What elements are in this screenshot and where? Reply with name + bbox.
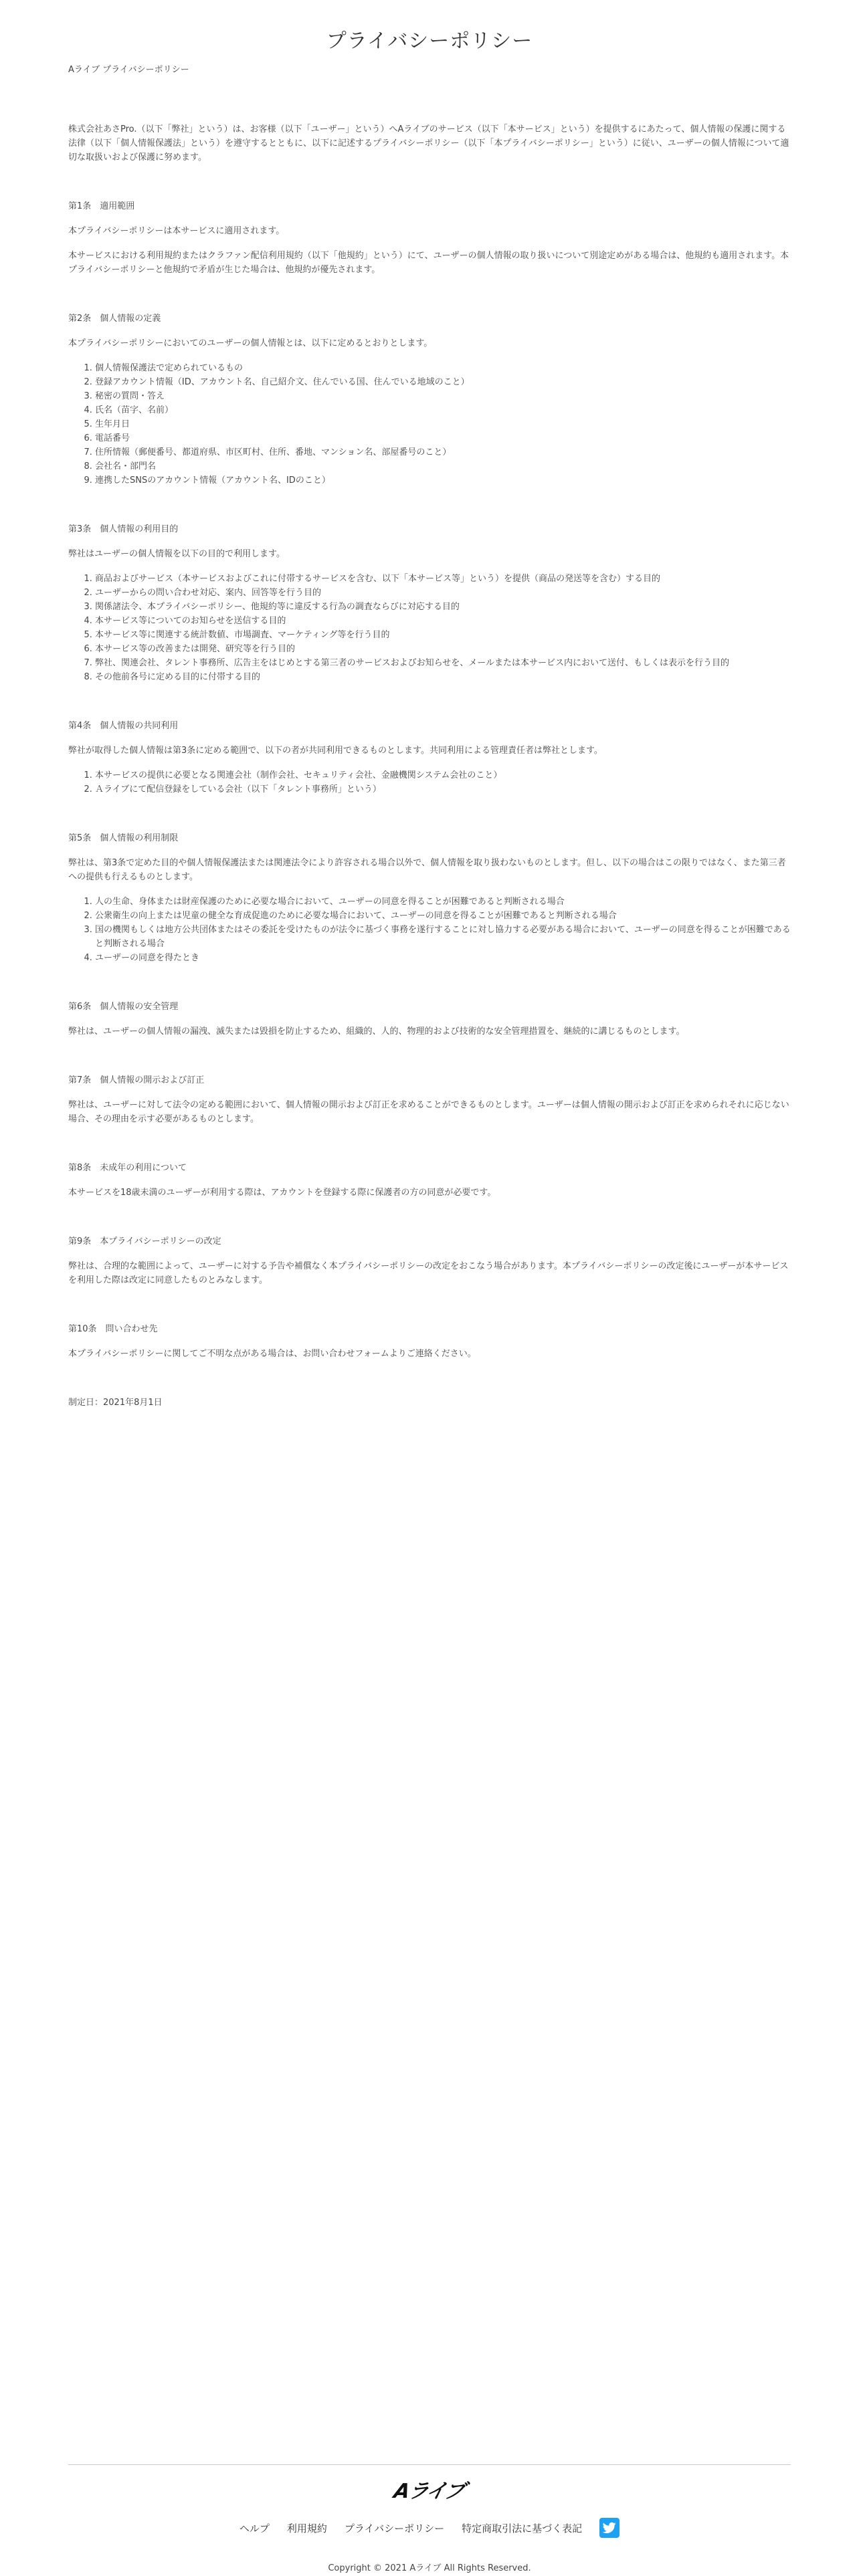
list-item: 5. 本サービス等に関連する統計数値、市場調査、マーケティング等を行う目的 [95,628,791,642]
list-item: 6. 電話番号 [95,431,791,445]
twitter-icon[interactable] [599,2518,619,2538]
list-item: 1. 商品およびサービス（本サービスおよびこれに付帯するサービスを含む、以下「本サービス等」という）を提供（商品の発送等を含む）する目的 [95,572,791,586]
section-paragraph: 弊社は、合理的な範囲によって、ユーザーに対する予告や補償なく本プライバシーポリシーの改定をおこなう場合があります。本プライバシーポリシーの改定後にユーザーが本サービスを利用した際は改定に同意したものとみなします。 [68,1261,789,1285]
section-paragraph: 本プライバシーポリシーにおいてのユーザーの個人情報とは、以下に定めるとおりとします。 [68,338,433,348]
section-heading: 第3条 個人情報の利用目的 [68,524,179,534]
list-item: 3. 関係諸法令、本プライバシーポリシー、他規約等に違反する行為の調査ならびに対応する目的 [95,600,791,614]
policy-section [68,1235,791,1287]
section-heading: 第6条 個人情報の安全管理 [68,1002,179,1012]
list-item: 2. 登録アカウント情報（ID、アカウント名、自己紹介文、住んでいる国、住んでいる地域のこと） [95,375,791,389]
section-paragraph: 本サービスを18歳未満のユーザーが利用する際は、アカウントを登録する際に保護者の方の同意が必要です。 [68,1188,496,1198]
section-paragraph: 弊社が取得した個人情報は第3条に定める範囲で、以下の者が共同利用できるものとします。共同利用による管理責任者は弊社とします。 [68,746,603,756]
list-item: 5. 生年月日 [95,417,791,431]
list-item: 7. 弊社、関連会社、タレント事務所、広告主をはじめとする第三者のサービスおよびお知らせを、メールまたは本サービス内において送付、もしくは表示を行う目的 [95,656,791,670]
section-list [68,768,791,796]
section-heading: 第7条 個人情報の開示および訂正 [68,1075,205,1085]
footer-link-help[interactable]: ヘルプ [239,2522,270,2535]
section-paragraph: 弊社は、ユーザーの個人情報の漏洩、滅失または毀損を防止するため、組織的、人的、物理的および技術的な安全管理措置を、継続的に講じるものとします。 [68,1027,685,1037]
section-paragraph: 弊社はユーザーの個人情報を以下の目的で利用します。 [68,549,285,559]
footer-link-commercial-law[interactable]: 特定商取引法に基づく表記 [462,2522,583,2535]
list-item: 1. 人の生命、身体または財産保護のために必要な場合において、ユーザーの同意を得ることが困難であると判断される場合 [95,895,791,909]
enacted-date: 制定日：2021年8月1日 [68,1398,163,1408]
policy-section [68,199,791,277]
policy-section [68,1161,791,1200]
section-heading: 第1条 適用範囲 [68,201,135,211]
section-heading: 第4条 個人情報の共同利用 [68,721,179,731]
policy-section [68,1000,791,1039]
section-heading: 第5条 個人情報の利用制限 [68,833,179,843]
list-item: 2. 公衆衛生の向上または児童の健全な育成促進のために必要な場合において、ユーザーの同意を得ることが困難であると判断される場合 [95,909,791,923]
section-heading: 第10条 問い合わせ先 [68,1324,158,1334]
section-paragraph: 本サービスにおける利用規約またはクラファン配信利用規約（以下「他規約」という）にて、ユーザーの個人情報の取り扱いについて別途定めがある場合は、他規約も適用されます。本プライバシーポリシーと他規約で矛盾が生じた場合は、他規約が優先されます。 [68,251,789,275]
policy-section [68,1073,791,1126]
list-item: 2. Ａライブにて配信登録をしている会社（以下「タレント事務所」という） [95,782,791,796]
policy-section [68,719,791,796]
section-heading: 第8条 未成年の利用について [68,1163,187,1173]
section-heading: 第2条 個人情報の定義 [68,314,161,324]
footer-nav [68,2516,791,2540]
list-item: 4. 本サービス等についてのお知らせを送信する目的 [95,614,791,628]
list-item: 7. 住所情報（郵便番号、都道府県、市区町村、住所、番地、マンション名、部屋番号のこと） [95,445,791,459]
list-item: 3. 秘密の質問・答え [95,389,791,403]
section-list [68,361,791,488]
section-paragraph: 弊社は、ユーザーに対して法令の定める範囲において、個人情報の開示および訂正を求めることができるものとします。ユーザーは個人情報の開示および訂正を求められそれに応じない場合、その理由を示す必要があるものとします。 [68,1100,789,1124]
footer-link-terms[interactable]: 利用規約 [286,2522,327,2535]
section-list [68,895,791,965]
list-item: 6. 本サービス等の改善または開発、研究等を行う目的 [95,642,791,656]
intro-paragraph: 株式会社あさPro.（以下「弊社」という）は、お客様（以下「ユーザー」という）へAライブのサービス（以下「本サービス」という）を提供するにあたって、個人情報の保護に関する法律（以下「個人情報保護法」という）を遵守するとともに、以下に記述するプライバシーポリシー（以下「本プライバシーポリシー」という）に従い、ユーザーの個人情報について適切な取扱いおよび保護に努めます。 [68,124,789,163]
logo-wordmark: Aライブ [391,2480,466,2503]
policy-section [68,522,791,684]
policy-section [68,831,791,965]
list-item: 2. ユーザーからの問い合わせ対応、案内、回答等を行う目的 [95,586,791,600]
list-item: 8. その他前各号に定める目的に付帯する目的 [95,670,791,684]
list-item: 9. 連携したSNSのアカウント情報（アカウント名、IDのこと） [95,473,791,488]
policy-sections [68,199,791,1361]
list-item: 1. 本サービスの提供に必要となる関連会社（制作会社、セキュリティ会社、金融機関システム会社のこと） [95,768,791,782]
section-heading: 第9条 本プライバシーポリシーの改定 [68,1237,221,1247]
policy-section [68,312,791,488]
list-item: 1. 個人情報保護法で定められているもの [95,361,791,375]
footer [68,2464,791,2573]
page-title: プライバシーポリシー [326,29,533,53]
list-item: 8. 会社名・部門名 [95,459,791,473]
twitter-bird-icon [603,2522,616,2534]
footer-logo[interactable] [68,2474,791,2503]
list-item: 3. 国の機関もしくは地方公共団体またはその委託を受けたものが法令に基づく事務を遂行することに対し協力する必要がある場合において、ユーザーの同意を得ることが困難であると判断される場合 [95,923,791,951]
footer-link-privacy[interactable]: プライバシーポリシー [344,2522,445,2535]
section-paragraph: 弊社は、第3条で定めた目的や個人情報保護法または関連法令により許容される場合以外で、個人情報を取り扱わないものとします。但し、以下の場合はこの限りではなく、また第三者への提供も行えるものとします。 [68,858,786,882]
list-item: 4. ユーザーの同意を得たとき [95,951,791,965]
policy-content [68,63,791,1410]
section-paragraph: 本プライバシーポリシーに関してご不明な点がある場合は、お問い合わせフォームよりご連絡ください。 [68,1349,476,1359]
section-paragraph: 本プライバシーポリシーは本サービスに適用されます。 [68,226,285,236]
breadcrumb: Aライブ プライバシーポリシー [68,65,189,75]
policy-section [68,1322,791,1361]
copyright: Copyright © 2021 Aライブ All Rights Reserved. [328,2563,531,2573]
section-list [68,572,791,684]
list-item: 4. 氏名（苗字、名前） [95,403,791,417]
